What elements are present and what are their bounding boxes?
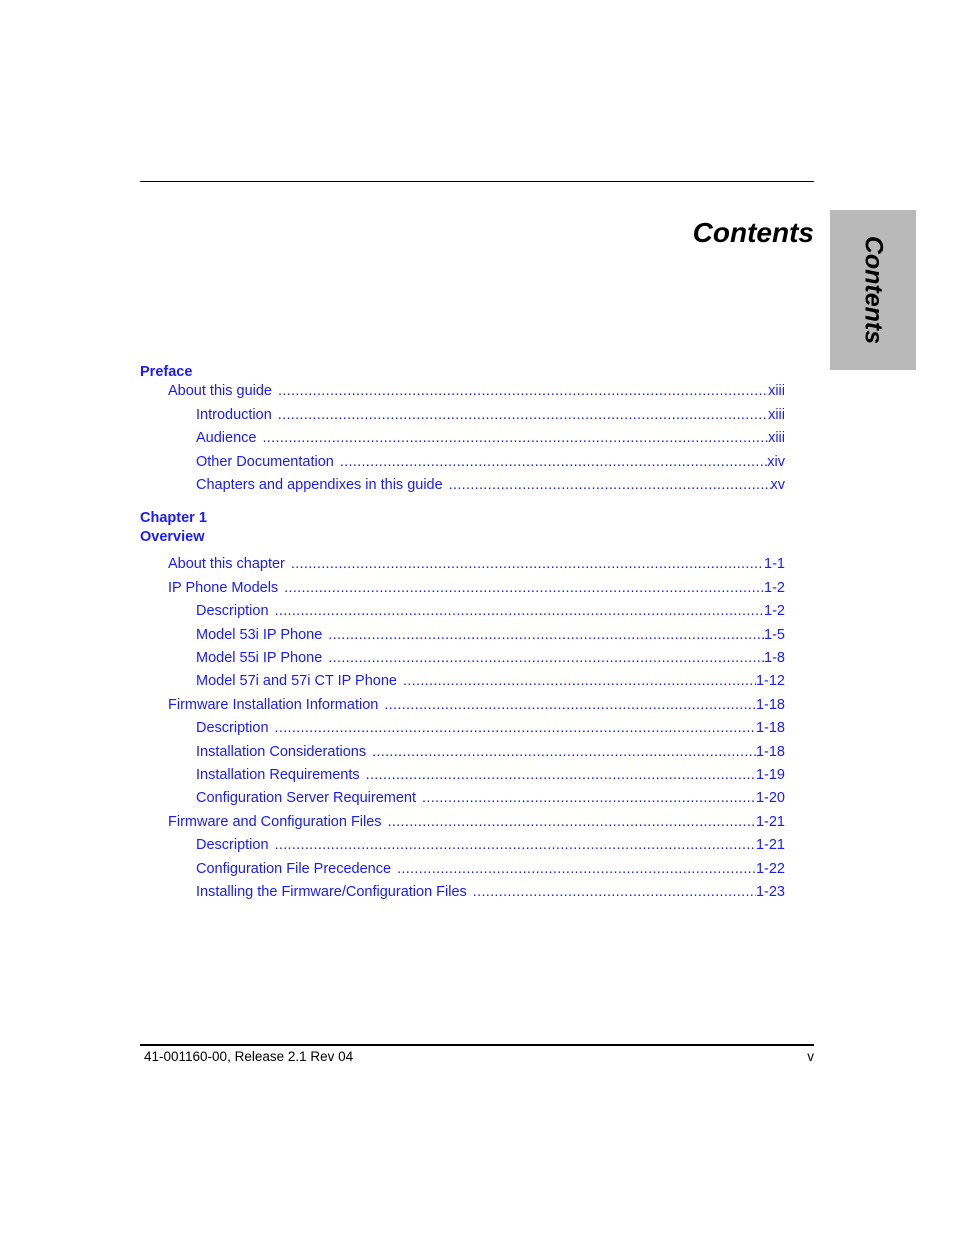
chapter1-heading[interactable]: Chapter 1 bbox=[140, 510, 207, 526]
toc-entry-about-this-chapter[interactable] bbox=[168, 554, 785, 574]
toc-leader bbox=[366, 765, 756, 785]
toc-entry-label: Chapters and appendixes in this guide bbox=[196, 477, 443, 493]
toc-entry-label: Installing the Firmware/Configuration Files bbox=[196, 884, 467, 900]
toc-page-number: 1-1 bbox=[764, 556, 785, 572]
toc-entry-label: Firmware and Configuration Files bbox=[168, 814, 382, 830]
toc-entry-label: Firmware Installation Information bbox=[168, 697, 379, 713]
toc-page-number: 1-12 bbox=[755, 673, 785, 689]
toc-entry-label: Audience bbox=[196, 430, 257, 446]
toc-leader bbox=[372, 742, 756, 762]
header-rule bbox=[140, 181, 814, 182]
side-tab-label: Contents bbox=[859, 235, 888, 345]
toc-entry-chapters-and-appendixes[interactable] bbox=[196, 475, 785, 495]
toc-entry-label: Installation Considerations bbox=[196, 744, 367, 760]
toc-entry-description[interactable] bbox=[196, 601, 785, 621]
footer-page-number: v bbox=[807, 1049, 814, 1064]
toc-page-number: xiii bbox=[768, 383, 785, 399]
toc-entry-firmware-installation-information[interactable] bbox=[168, 695, 785, 715]
toc-page-number: 1-5 bbox=[764, 627, 785, 643]
toc-entry-model-57i[interactable] bbox=[196, 671, 785, 691]
toc-entry-configuration-server-requirement[interactable] bbox=[196, 788, 785, 808]
toc-leader bbox=[328, 648, 764, 668]
toc-page-number: 1-18 bbox=[755, 720, 785, 736]
footer-rule bbox=[140, 1044, 814, 1046]
toc-page-number: xv bbox=[770, 477, 785, 493]
preface-heading[interactable]: Preface bbox=[140, 364, 193, 380]
toc-entry-label: Model 57i and 57i CT IP Phone bbox=[196, 673, 397, 689]
toc-leader bbox=[384, 695, 756, 715]
toc-page-number: 1-20 bbox=[755, 790, 785, 806]
toc-entry-installation-requirements[interactable] bbox=[196, 765, 785, 785]
toc-entry-label: About this guide bbox=[168, 383, 272, 399]
toc-entry-label: Description bbox=[196, 603, 269, 619]
toc-entry-label: About this chapter bbox=[168, 556, 285, 572]
toc-entry-model-53i[interactable] bbox=[196, 625, 785, 645]
toc-page-number: 1-21 bbox=[755, 814, 785, 830]
toc-entry-ip-phone-models[interactable] bbox=[168, 578, 785, 598]
footer-doc-id: 41-001160-00, Release 2.1 Rev 04 bbox=[144, 1049, 354, 1064]
toc-page-number: 1-23 bbox=[755, 884, 785, 900]
toc-entry-audience[interactable] bbox=[196, 428, 785, 448]
toc-entry-description[interactable] bbox=[196, 835, 785, 855]
toc-entry-description[interactable] bbox=[196, 718, 785, 738]
toc-entry-firmware-and-configuration-files[interactable] bbox=[168, 812, 785, 832]
toc-leader bbox=[422, 788, 756, 808]
toc-entry-label: Description bbox=[196, 837, 269, 853]
toc-page-number: xiv bbox=[767, 454, 785, 470]
toc-entry-configuration-file-precedence[interactable] bbox=[196, 859, 785, 879]
toc-entry-other-documentation[interactable] bbox=[196, 452, 785, 472]
toc-leader bbox=[388, 812, 756, 832]
toc-entry-label: Description bbox=[196, 720, 269, 736]
toc-entry-label: Other Documentation bbox=[196, 454, 334, 470]
toc-leader bbox=[340, 452, 767, 472]
toc-page-number: 1-2 bbox=[764, 580, 785, 596]
toc-entry-label: Configuration Server Requirement bbox=[196, 790, 417, 806]
toc-leader bbox=[328, 625, 764, 645]
toc-page-number: xiii bbox=[768, 430, 785, 446]
toc-page-number: 1-2 bbox=[764, 603, 785, 619]
toc-page-number: 1-18 bbox=[755, 744, 785, 760]
toc-entry-label: IP Phone Models bbox=[168, 580, 279, 596]
toc-page-number: 1-18 bbox=[755, 697, 785, 713]
side-tab bbox=[830, 210, 916, 370]
toc-entry-installing-firmware[interactable] bbox=[196, 882, 785, 902]
toc-entry-about-this-guide[interactable] bbox=[168, 381, 785, 401]
toc-page-number: 1-21 bbox=[755, 837, 785, 853]
toc-leader bbox=[275, 601, 765, 621]
chapter1-title[interactable]: Overview bbox=[140, 529, 205, 545]
toc-entry-model-55i[interactable] bbox=[196, 648, 785, 668]
toc-leader bbox=[262, 428, 768, 448]
toc-entry-label: Model 55i IP Phone bbox=[196, 650, 323, 666]
toc-leader bbox=[278, 405, 768, 425]
toc-page-number: 1-19 bbox=[755, 767, 785, 783]
toc-leader bbox=[397, 859, 756, 879]
toc-leader bbox=[275, 718, 756, 738]
toc-leader bbox=[275, 835, 756, 855]
toc-entry-installation-considerations[interactable] bbox=[196, 742, 785, 762]
toc-page-number: 1-8 bbox=[764, 650, 785, 666]
toc-leader bbox=[284, 578, 764, 598]
toc-leader bbox=[403, 671, 756, 691]
page-title: Contents bbox=[692, 217, 814, 248]
toc-leader bbox=[449, 475, 771, 495]
toc-page-number: xiii bbox=[768, 407, 785, 423]
toc-entry-introduction[interactable] bbox=[196, 405, 785, 425]
toc-page-number: 1-22 bbox=[755, 861, 785, 877]
toc-leader bbox=[473, 882, 756, 902]
toc-entry-label: Model 53i IP Phone bbox=[196, 627, 323, 643]
toc-leader bbox=[278, 381, 768, 401]
toc-leader bbox=[291, 554, 764, 574]
toc-entry-label: Installation Requirements bbox=[196, 767, 360, 783]
toc-entry-label: Configuration File Precedence bbox=[196, 861, 392, 877]
toc-entry-label: Introduction bbox=[196, 407, 272, 423]
